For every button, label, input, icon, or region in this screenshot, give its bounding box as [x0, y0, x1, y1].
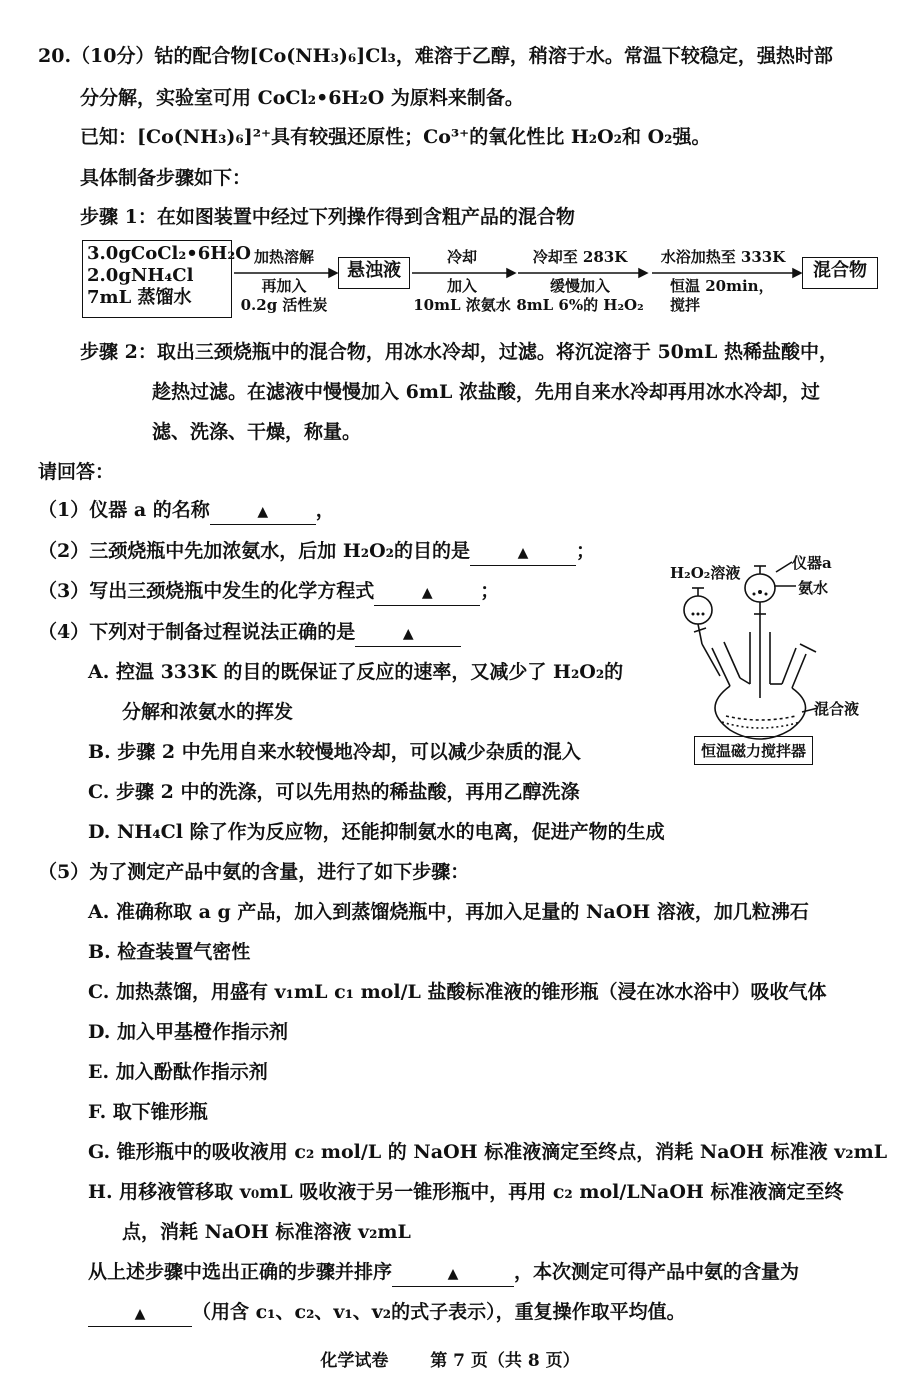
- answer-blank-4[interactable]: [355, 620, 461, 647]
- flow-reagent-3: 7mL 蒸馏水: [87, 287, 192, 308]
- label-magnetic-stirrer: 恒温磁力搅拌器: [694, 736, 813, 765]
- q4-option-d: D. NH₄Cl 除了作为反应物，还能抑制氨水的电离，促进产物的生成: [88, 821, 665, 843]
- flow-arrow1-top: 加热溶解: [253, 248, 314, 266]
- q5-step-h-line1: H. 用移液管移取 v₀mL 吸收液于另一锥形瓶中，再用 c₂ mol/LNaOH 标准液滴定至终: [88, 1181, 844, 1203]
- question-1: [38, 498, 335, 525]
- final-question-line2: [88, 1300, 686, 1327]
- q4-option-a-line1: A. 控温 333K 的目的既保证了反应的速率，又减少了 H₂O₂的: [88, 661, 624, 683]
- label-mixture: 混合液: [814, 700, 860, 718]
- q5-step-g: G. 锥形瓶中的吸收液用 c₂ mol/L 的 NaOH 标准液滴定至终点，消耗 NaOH 标准液 v₂mL: [88, 1141, 888, 1163]
- flow-arrow2-bot2: 10mL 浓氨水: [413, 296, 511, 314]
- triangle-mark-icon: ▲: [421, 585, 433, 601]
- triangle-mark-icon: ▲: [134, 1306, 146, 1322]
- label-h2o2-solution: H₂O₂溶液: [670, 564, 741, 582]
- q5-step-b: B. 检查装置气密性: [88, 941, 251, 963]
- triangle-mark-icon: ▲: [447, 1266, 459, 1282]
- flow-arrows: [0, 0, 900, 330]
- final-text-b: ，本次测定可得产品中氨的含量为: [514, 1261, 800, 1283]
- label-ammonia: 氨水: [798, 579, 829, 597]
- final-text-a: 从上述步骤中选出正确的步骤并排序: [88, 1261, 393, 1283]
- final-question-line1: [88, 1260, 799, 1287]
- q5-step-e: E. 加入酚酞作指示剂: [88, 1061, 268, 1083]
- q3-text: （3）写出三颈烧瓶中发生的化学方程式: [38, 580, 375, 602]
- flow-box-suspension: 悬浊液: [338, 257, 410, 289]
- page-footer: [0, 1346, 900, 1371]
- q1-end: ，: [315, 499, 335, 521]
- q5-step-d: D. 加入甲基橙作指示剂: [88, 1021, 289, 1043]
- flow-arrow2-top: 冷却: [446, 248, 477, 266]
- flow-arrow2-bot1: 加入: [446, 277, 477, 295]
- triangle-mark-icon: ▲: [257, 504, 269, 520]
- flow-arrow4-bot2: 搅拌: [670, 296, 701, 314]
- answer-blank-order[interactable]: [392, 1260, 514, 1287]
- answer-blank-content[interactable]: [88, 1300, 192, 1327]
- q20-line2: 分分解，实验室可用 CoCl₂•6H₂O 为原料来制备。: [80, 87, 524, 109]
- step2-line1: 步骤 2：取出三颈烧瓶中的混合物，用冰水冷却，过滤。将沉淀溶于 50mL 热稀盐酸中，: [80, 341, 838, 363]
- question-2: [38, 539, 595, 566]
- answer-blank-3[interactable]: [374, 579, 480, 606]
- flow-box-mixture: 混合物: [802, 257, 878, 289]
- step2-line2: 趁热过滤。在滤液中慢慢加入 6mL 浓盐酸，先用自来水冷却再用冰水冷却，过: [152, 381, 820, 403]
- label-instrument-a: 仪器a: [792, 554, 832, 572]
- q4-option-a-line2: 分解和浓氨水的挥发: [122, 701, 294, 723]
- question-4: [38, 620, 461, 647]
- answer-blank-2[interactable]: [470, 539, 576, 566]
- footer-subject: 化学试卷: [320, 1351, 389, 1371]
- q5-step-c: C. 加热蒸馏，用盛有 v₁mL c₁ mol/L 盐酸标准液的锥形瓶（浸在冰水浴中）吸收气体: [88, 981, 827, 1003]
- q2-end: ；: [575, 540, 595, 562]
- question-3: [38, 579, 499, 606]
- flow-arrow1-bot2: 0.2g 活性炭: [240, 296, 328, 314]
- q4-option-b: B. 步骤 2 中先用自来水较慢地冷却，可以减少杂质的混入: [88, 741, 581, 763]
- flow-arrow4-top: 水浴加热至 333K: [660, 248, 786, 266]
- final-text-c: （用含 c₁、c₂、v₁、v₂的式子表示），重复操作取平均值。: [192, 1301, 686, 1323]
- flow-reagent-2: 2.0gNH₄Cl: [87, 265, 194, 286]
- flow-arrow3-bot2: 8mL 6%的 H₂O₂: [516, 296, 644, 314]
- q5-step-h-line2: 点，消耗 NaOH 标准溶液 v₂mL: [122, 1221, 411, 1243]
- answer-blank-1[interactable]: [210, 498, 316, 525]
- q20-line1: 20.（10分）钴的配合物[Co(NH₃)₆]Cl₃，难溶于乙醇，稍溶于水。常温下较稳定，强热时部: [38, 45, 833, 67]
- triangle-mark-icon: ▲: [517, 545, 529, 561]
- flow-arrow1-bot1: 再加入: [261, 277, 307, 295]
- steps-intro: 具体制备步骤如下：: [80, 167, 252, 189]
- q1-text: （1）仪器 a 的名称: [38, 499, 210, 521]
- q3-end: ；: [480, 580, 500, 602]
- triangle-mark-icon: ▲: [402, 626, 414, 642]
- q5-step-a: A. 准确称取 a g 产品，加入到蒸馏烧瓶中，再加入足量的 NaOH 溶液，加几粒沸石: [88, 901, 809, 923]
- q5-step-f: F. 取下锥形瓶: [88, 1101, 208, 1123]
- flow-arrow3-bot1: 缓慢加入: [549, 277, 610, 295]
- question-5: （5）为了测定产品中氨的含量，进行了如下步骤：: [38, 861, 470, 883]
- flow-arrow3-top: 冷却至 283K: [532, 248, 628, 266]
- q4-option-c: C. 步骤 2 中的洗涤，可以先用热的稀盐酸，再用乙醇洗涤: [88, 781, 580, 803]
- footer-page-number: 第 7 页（共 8 页）: [430, 1351, 580, 1371]
- ask-label: 请回答：: [38, 461, 115, 483]
- flow-reagent-1: 3.0gCoCl₂•6H₂O: [87, 243, 251, 264]
- known-info: 已知：[Co(NH₃)₆]²⁺具有较强还原性；Co³⁺的氧化性比 H₂O₂和 O₂强。: [80, 126, 711, 148]
- flow-arrow4-bot1: 恒温 20min，: [670, 277, 774, 295]
- step2-line3: 滤、洗涤、干燥，称量。: [152, 421, 362, 443]
- q2-text: （2）三颈烧瓶中先加浓氨水，后加 H₂O₂的目的是: [38, 540, 470, 562]
- q4-text: （4）下列对于制备过程说法正确的是: [38, 621, 356, 643]
- step1: 步骤 1：在如图装置中经过下列操作得到含粗产品的混合物: [80, 206, 575, 228]
